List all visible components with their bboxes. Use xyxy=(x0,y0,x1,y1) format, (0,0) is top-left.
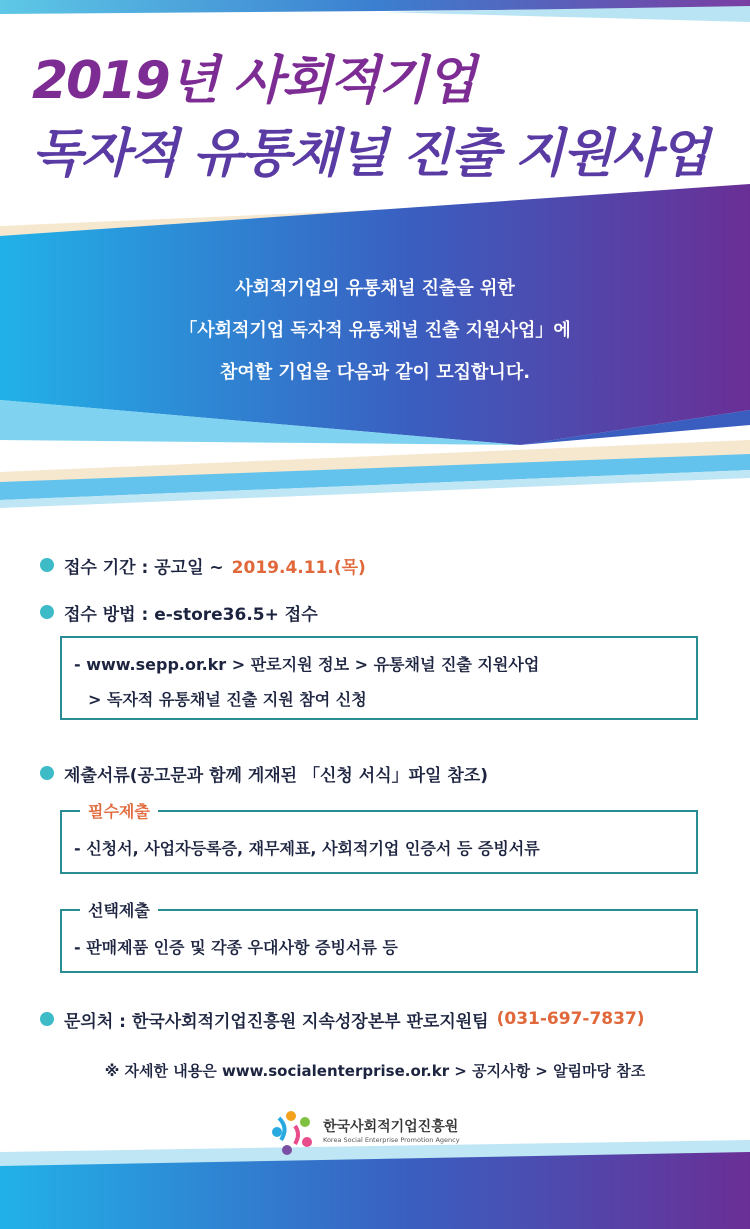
method-path-line1: - www.sepp.or.kr > 판로지원 정보 > 유통채널 진출 지원사업 xyxy=(74,655,540,674)
period-date: 2019.4.11.(목) xyxy=(231,557,366,578)
method-path-line2: > 독자적 유통채널 진출 지원 참여 신청 xyxy=(88,690,367,709)
required-documents-box xyxy=(60,802,698,874)
period-label: 접수 기간 : 공고일 ~ xyxy=(64,557,224,578)
reference-note: ※ 자세한 내용은 www.socialenterprise.or.kr > 공지사항 > 알림마당 참조 xyxy=(104,1062,646,1080)
agency-subtitle: Korea Social Enterprise Promotion Agency xyxy=(323,1136,460,1144)
required-documents-items: - 신청서, 사업자등록증, 재무제표, 사회적기업 인증서 등 증빙서류 xyxy=(74,839,540,858)
intro-text xyxy=(0,268,750,394)
required-documents-title: 필수제출 xyxy=(80,799,158,822)
intro-line2: 「사회적기업 독자적 유통채널 진출 지원사업」에 xyxy=(179,320,571,341)
agency-name: 한국사회적기업진흥원 xyxy=(323,1119,459,1135)
method-row xyxy=(40,597,318,627)
documents-row xyxy=(40,758,488,788)
intro-line3: 참여할 기업을 다음과 같이 모집합니다. xyxy=(219,362,531,383)
bullet-icon xyxy=(40,558,54,572)
optional-documents-box xyxy=(60,901,698,973)
bullet-icon xyxy=(40,1012,54,1026)
period-row xyxy=(40,550,366,580)
agency-logo xyxy=(265,1108,485,1158)
page-title-line2: 독자적 유통채널 진출 지원사업 xyxy=(32,124,708,184)
optional-documents-title: 선택제출 xyxy=(80,898,158,921)
contact-phone: (031-697-7837) xyxy=(496,1009,645,1029)
documents-label: 제출서류(공고문과 함께 게재된 「신청 서식」파일 참조) xyxy=(64,765,488,786)
bullet-icon xyxy=(40,766,54,780)
agency-logo-icon xyxy=(265,1108,319,1158)
method-label: 접수 방법 : e-store36.5+ 접수 xyxy=(64,604,318,625)
method-path-box xyxy=(60,636,698,720)
bullet-icon xyxy=(40,605,54,619)
contact-label: 문의처 : 한국사회적기업진흥원 지속성장본부 판로지원팀 xyxy=(64,1011,489,1032)
intro-line1: 사회적기업의 유통채널 진출을 위한 xyxy=(235,278,515,299)
contact-row xyxy=(40,1004,645,1034)
optional-documents-items: - 판매제품 인증 및 각종 우대사항 증빙서류 등 xyxy=(74,938,398,957)
page-title-line1: 2019년 사회적기업 xyxy=(32,51,475,111)
